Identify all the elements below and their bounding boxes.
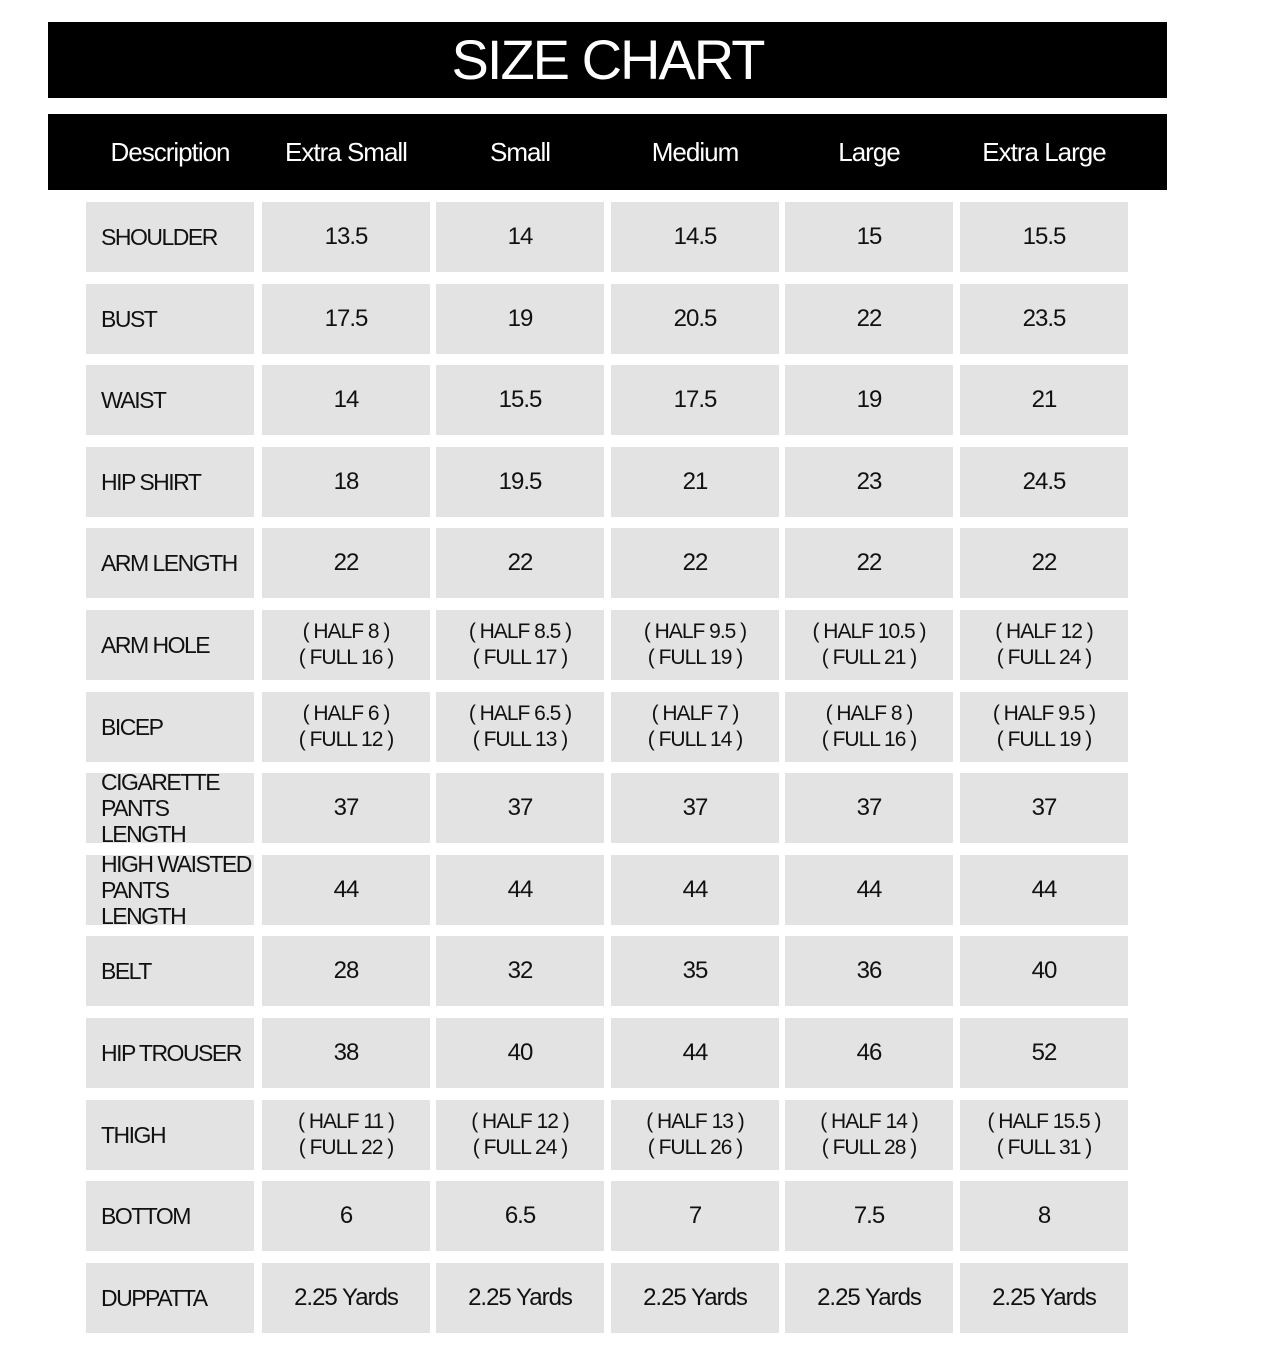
table-cell (785, 528, 953, 598)
cell-value: 37 (682, 794, 708, 821)
row-label: THIGH (86, 1100, 254, 1170)
cell-value: ( HALF 12 ) ( FULL 24 ) (995, 620, 1093, 669)
cell-value: 15.5 (498, 386, 542, 413)
cell-value: ( HALF 8 ) ( FULL 16 ) (298, 620, 394, 669)
table-cell (960, 855, 1128, 925)
table-cell (960, 202, 1128, 272)
table-row (86, 528, 1128, 598)
table-cell (436, 1263, 604, 1333)
table-cell (262, 1263, 430, 1333)
cell-value: ( HALF 14 ) ( FULL 28 ) (820, 1110, 918, 1159)
table-cell (611, 773, 779, 843)
table-cell (436, 202, 604, 272)
table-cell (262, 1181, 430, 1251)
table-cell (785, 936, 953, 1006)
table-cell (436, 447, 604, 517)
table-cell (262, 692, 430, 762)
table-row (86, 1100, 1128, 1170)
cell-value: 21 (1031, 386, 1057, 413)
cell-value: 22 (682, 549, 708, 576)
cell-value: 40 (1031, 957, 1057, 984)
row-label: ARM HOLE (86, 610, 254, 680)
table-cell (960, 447, 1128, 517)
table-cell (611, 284, 779, 354)
cell-value: 14 (507, 223, 533, 250)
cell-value: ( HALF 8 ) ( FULL 16 ) (821, 702, 917, 751)
cell-value: ( HALF 12 ) ( FULL 24 ) (471, 1110, 569, 1159)
column-header-extra-small: Extra Small (285, 136, 407, 167)
table-cell (785, 855, 953, 925)
cell-value: 20.5 (673, 305, 717, 332)
table-cell (611, 1263, 779, 1333)
table-cell (262, 1018, 430, 1088)
cell-value: ( HALF 9.5 ) ( FULL 19 ) (992, 702, 1096, 751)
table-cell (960, 936, 1128, 1006)
cell-value: 37 (333, 794, 359, 821)
cell-value: 2.25 Yards (294, 1284, 398, 1311)
table-row (86, 851, 1128, 929)
cell-value: 44 (682, 876, 708, 903)
cell-value: 6.5 (504, 1202, 536, 1229)
cell-value: 15 (856, 223, 882, 250)
table-header-row (48, 114, 1167, 190)
table-cell (436, 1181, 604, 1251)
table-cell (611, 855, 779, 925)
cell-value: 44 (333, 876, 359, 903)
table-cell (611, 447, 779, 517)
cell-value: 32 (507, 957, 533, 984)
table-row (86, 1018, 1128, 1088)
cell-value: 52 (1031, 1039, 1057, 1066)
table-cell (611, 1100, 779, 1170)
page-title: SIZE CHART (451, 28, 764, 91)
table-row (86, 1263, 1128, 1333)
cell-value: 7.5 (853, 1202, 885, 1229)
table-cell (436, 692, 604, 762)
cell-value: 8 (1037, 1202, 1051, 1229)
cell-value: ( HALF 6 ) ( FULL 12 ) (298, 702, 394, 751)
table-row (86, 692, 1128, 762)
cell-value: 2.25 Yards (468, 1284, 572, 1311)
row-label: BELT (86, 936, 254, 1006)
table-cell (611, 1181, 779, 1251)
cell-value: 22 (333, 549, 359, 576)
table-cell (960, 365, 1128, 435)
cell-value: 21 (682, 468, 708, 495)
table-cell (960, 692, 1128, 762)
table-cell (960, 1181, 1128, 1251)
row-label: WAIST (86, 365, 254, 435)
table-cell (960, 284, 1128, 354)
table-cell (960, 1018, 1128, 1088)
table-cell (436, 365, 604, 435)
table-row (86, 610, 1128, 680)
table-cell (436, 284, 604, 354)
column-header-large: Large (838, 136, 900, 167)
row-label: HIP SHIRT (86, 447, 254, 517)
table-cell (436, 610, 604, 680)
table-cell (960, 610, 1128, 680)
cell-value: 19 (856, 386, 882, 413)
cell-value: 40 (507, 1039, 533, 1066)
table-cell (262, 202, 430, 272)
table-cell (785, 610, 953, 680)
cell-value: 6 (339, 1202, 353, 1229)
row-label: BUST (86, 284, 254, 354)
cell-value: 2.25 Yards (817, 1284, 921, 1311)
cell-value: 22 (856, 305, 882, 332)
table-cell (785, 692, 953, 762)
cell-value: 23 (856, 468, 882, 495)
cell-value: 14.5 (673, 223, 717, 250)
table-cell (436, 773, 604, 843)
cell-value: 22 (856, 549, 882, 576)
cell-value: 14 (333, 386, 359, 413)
cell-value: 22 (507, 549, 533, 576)
row-label: CIGARETTE PANTS LENGTH (86, 773, 254, 843)
row-label: DUPPATTA (86, 1263, 254, 1333)
table-cell (262, 936, 430, 1006)
table-row (86, 447, 1128, 517)
cell-value: 2.25 Yards (992, 1284, 1096, 1311)
cell-value: 37 (856, 794, 882, 821)
cell-value: 19 (507, 305, 533, 332)
table-cell (785, 365, 953, 435)
table-cell (785, 1018, 953, 1088)
cell-value: 35 (682, 957, 708, 984)
table-cell (960, 1100, 1128, 1170)
table-cell (960, 773, 1128, 843)
table-cell (611, 692, 779, 762)
table-cell (785, 1263, 953, 1333)
table-cell (611, 1018, 779, 1088)
cell-value: ( HALF 15.5 ) ( FULL 31 ) (987, 1110, 1101, 1159)
cell-value: 38 (333, 1039, 359, 1066)
table-cell (436, 1018, 604, 1088)
row-label: BOTTOM (86, 1181, 254, 1251)
row-label: BICEP (86, 692, 254, 762)
table-cell (960, 1263, 1128, 1333)
cell-value: ( HALF 11 ) ( FULL 22 ) (298, 1110, 394, 1159)
cell-value: ( HALF 10.5 ) ( FULL 21 ) (812, 620, 926, 669)
column-header-description: Description (110, 136, 230, 167)
table-cell (611, 936, 779, 1006)
size-chart-title-bar (48, 22, 1167, 98)
cell-value: 22 (1031, 549, 1057, 576)
row-label: ARM LENGTH (86, 528, 254, 598)
table-cell (436, 936, 604, 1006)
table-cell (960, 528, 1128, 598)
table-cell (262, 1100, 430, 1170)
table-cell (785, 773, 953, 843)
cell-value: 37 (507, 794, 533, 821)
table-cell (262, 773, 430, 843)
cell-value: 44 (682, 1039, 708, 1066)
table-cell (611, 365, 779, 435)
column-header-medium: Medium (651, 136, 739, 167)
column-header-extra-large: Extra Large (982, 136, 1106, 167)
cell-value: ( HALF 7 ) ( FULL 14 ) (647, 702, 743, 751)
cell-value: 44 (1031, 876, 1057, 903)
cell-value: 13.5 (324, 223, 368, 250)
cell-value: 24.5 (1022, 468, 1066, 495)
table-row (86, 769, 1128, 847)
cell-value: 46 (856, 1039, 882, 1066)
cell-value: ( HALF 8.5 ) ( FULL 17 ) (468, 620, 572, 669)
table-row (86, 936, 1128, 1006)
table-cell (436, 1100, 604, 1170)
table-cell (611, 528, 779, 598)
cell-value: 44 (856, 876, 882, 903)
table-cell (611, 202, 779, 272)
cell-value: 7 (688, 1202, 702, 1229)
table-cell (436, 855, 604, 925)
cell-value: 15.5 (1022, 223, 1066, 250)
cell-value: 37 (1031, 794, 1057, 821)
cell-value: 28 (333, 957, 359, 984)
table-cell (262, 528, 430, 598)
table-cell (785, 202, 953, 272)
cell-value: ( HALF 9.5 ) ( FULL 19 ) (643, 620, 747, 669)
cell-value: ( HALF 13 ) ( FULL 26 ) (646, 1110, 744, 1159)
table-cell (262, 855, 430, 925)
cell-value: 36 (856, 957, 882, 984)
table-cell (611, 610, 779, 680)
cell-value: 17.5 (673, 386, 717, 413)
table-cell (785, 1100, 953, 1170)
cell-value: 17.5 (324, 305, 368, 332)
row-label: HIP TROUSER (86, 1018, 254, 1088)
table-row (86, 365, 1128, 435)
table-cell (262, 365, 430, 435)
cell-value: 23.5 (1022, 305, 1066, 332)
table-row (86, 284, 1128, 354)
table-cell (262, 447, 430, 517)
cell-value: 18 (333, 468, 359, 495)
table-cell (785, 447, 953, 517)
table-row (86, 1181, 1128, 1251)
table-row (86, 202, 1128, 272)
table-cell (262, 610, 430, 680)
table-cell (262, 284, 430, 354)
table-cell (785, 284, 953, 354)
table-cell (436, 528, 604, 598)
row-label: SHOULDER (86, 202, 254, 272)
cell-value: 19.5 (498, 468, 542, 495)
cell-value: 44 (507, 876, 533, 903)
column-header-small: Small (489, 136, 550, 167)
cell-value: ( HALF 6.5 ) ( FULL 13 ) (468, 702, 572, 751)
row-label: HIGH WAISTED PANTS LENGTH (86, 855, 254, 925)
cell-value: 2.25 Yards (643, 1284, 747, 1311)
table-cell (785, 1181, 953, 1251)
